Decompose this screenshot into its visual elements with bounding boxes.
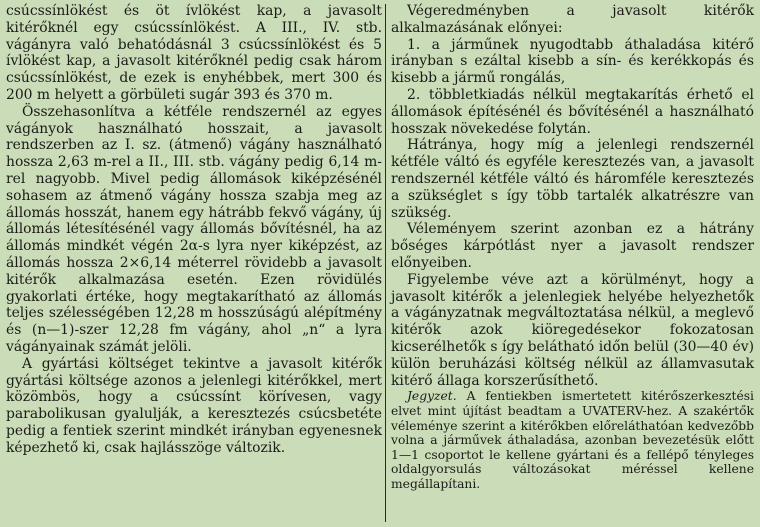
- paragraph-hatranya: Hátránya, hogy míg a jelenlegi rendszernél kétféle váltó és egyféle keresztezés van, a javasolt rendszernél kétféle váltó és háromféle keresztezés a szükséglet s így több tartalék alkatrészre van szükség.: [391, 137, 754, 221]
- left-column: [6, 3, 382, 457]
- list-item-2: 2. többletkiadás nélkül megtakarítás érhető el állomások építésénél és bővítésénél a használható hosszak növekedése folytán.: [391, 86, 754, 137]
- paragraph-osszehasonlitas: Összehasonlítva a kétféle rendszernél az egyes vágányok használható hosszait, a javasolt rendszerben az I. sz. (átmenő) vágány használható hossza 2,63 m-rel a II., III. stb. vágány pedig 6,14 m-rel nagyobb. Mivel pedig állomások kiképzésénél sohasem az átmenő vágány hossza szabja meg az állomás hosszát, hanem egy hátrább fekvő vágány, új állomás létesítésénél vagy állomás bővítésnél, ha az állomás mindkét végén 2α-s lyra nyer kiképzést, az állomás hossza 2×6,14 méterrel rövidebb a javasolt kitérők alkalmazása esetén. Ezen rövidülés gyakorlati értéke, hogy megtakarítható az állomás teljes szélességében 12,28 m hosszúságú alépítmény és (n—1)-szer 12,28 fm vágány, ahol „n“ a lyra vágányainak számát jelöli.: [6, 103, 382, 355]
- list-item-1: 1. a járműnek nyugodtabb áthaladása kitérő irányban s ezáltal kisebb a sín- és kerékkopás és kisebb a jármű rongálás,: [391, 36, 754, 87]
- paragraph-figyelembe: Figyelembe véve azt a körülményt, hogy a javasolt kitérők a jelenlegiek helyébe helyezhetők a vágányzatnak megváltoztatása nélkül, a meglevő kitérők azok kiöregedésekor fokozatosan kicserélhetők s így belátható időn belül (30—40 év) külön beruházási költség nélkül az államvasutak kitérő állaga korszerűsíthető.: [391, 271, 754, 389]
- paragraph-gyartasi-koltseg: A gyártási költséget tekintve a javasolt kitérők gyártási költsége azonos a jelenlegi kitérőkkel, mert közömbös, hogy a csúcssínt körívesen, vagy parabolikusan gyalulják, a keresztezés csúcsbetéte pedig a fentiek szerint mindkét irányban egyenesnek képezhető ki, csak hajlásszöge változik.: [6, 355, 382, 456]
- paragraph-lokesek: csúcssínlökést és öt ívlökést kap, a javasolt kitérőknél egy csúcssínlökést. A III., IV. stb. vágányra való behatódásnál 3 csúcssínlökést és 5 ívlökést kap, a javasolt kitérőknél pedig csak három csúcssínlökést, de ezek is enyhébbek, mert 300 és 200 m helyett a görbületi sugár 393 és 370 m.: [6, 3, 382, 103]
- column-divider: [385, 4, 386, 522]
- footnote-text: A fentiekben ismertetett kitérőszerkesztési elvet mint újítást beadtam a UVATERV-hez. A szakértők véleménye szerint a kitérőkben előreláthatóan kedvezőbb volna a járművek áthaladása, azonban bevezetésük előtt 1—1 csoportot le kellene gyártani és a fellépő tényleges oldalgyorsulás változásokat méréssel kellene megállapítani.: [391, 389, 754, 491]
- paragraph-velemeny: Véleményem szerint azonban ez a hátrány bőséges kárpótlást nyer a javasolt rendszer előnyeiben.: [391, 221, 754, 271]
- right-column: [391, 3, 754, 491]
- footnote-label: Jegyzet.: [407, 389, 457, 404]
- footnote: [391, 389, 754, 491]
- paragraph-eloenyei: Végeredményben a javasolt kitérők alkalmazásának előnyei:: [391, 3, 754, 36]
